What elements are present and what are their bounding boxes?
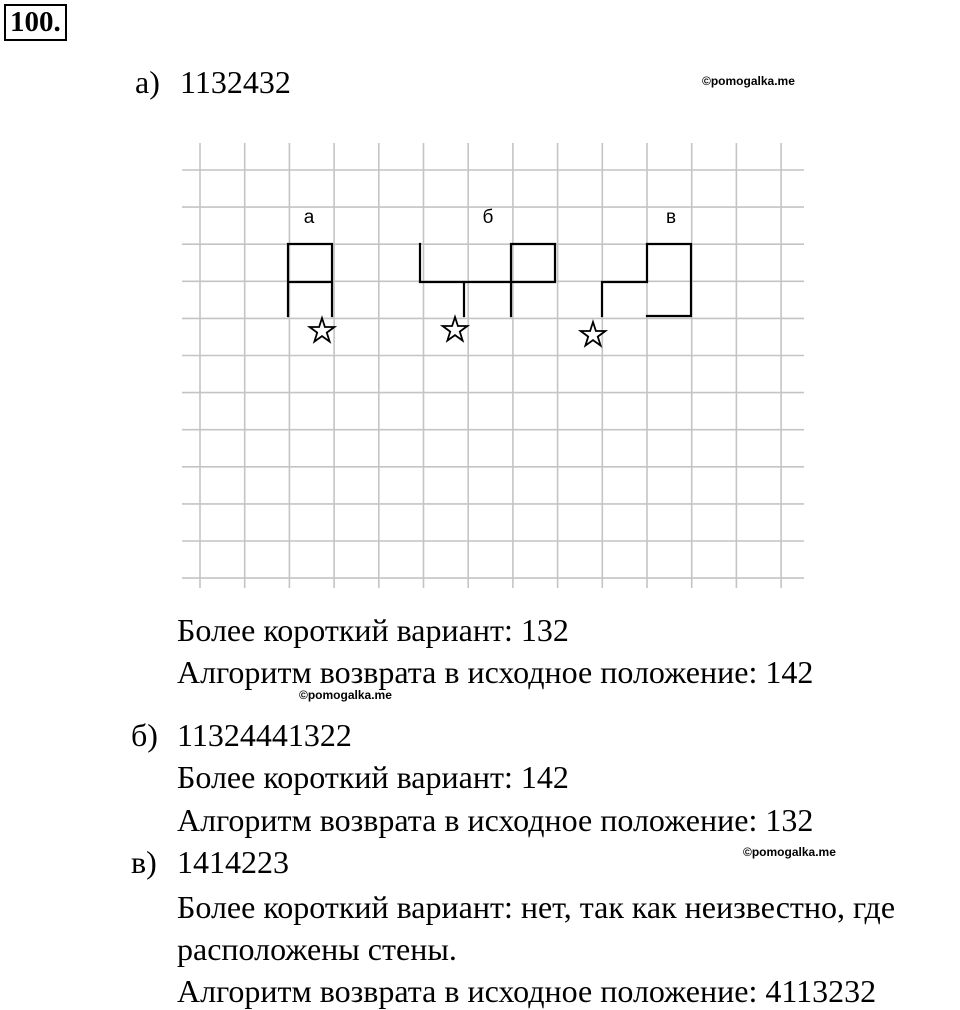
part-a-return-value: 142 <box>765 654 814 690</box>
robot-paths-figure <box>182 143 804 588</box>
part-b-return <box>177 804 813 836</box>
part-c-return <box>177 975 876 1007</box>
part-b-sequence: 11324441322 <box>177 717 352 753</box>
watermark-1: ©pomogalka.me <box>702 74 795 88</box>
part-c-short <box>177 891 895 923</box>
part-a-return <box>177 656 813 688</box>
part-c-sequence: 1414223 <box>177 844 289 880</box>
part-c-return-label: Алгоритм возврата в исходное положение: <box>177 973 758 1009</box>
part-a-short-value: 132 <box>520 612 569 648</box>
figure-label-c: в <box>665 207 677 228</box>
part-a-sequence: 1132432 <box>180 64 291 100</box>
part-c-short-label: Более короткий вариант: <box>177 889 513 925</box>
task-number: 100. <box>4 4 67 41</box>
part-c-short-value: нет, так как неизвестно, где <box>520 889 896 925</box>
watermark-2: ©pomogalka.me <box>299 688 392 702</box>
part-b-short-label: Более короткий вариант: <box>177 759 513 795</box>
part-a-label: а) <box>135 64 160 100</box>
part-a-short <box>177 614 569 646</box>
part-c-return-value: 4113232 <box>765 973 877 1009</box>
part-a-return-label: Алгоритм возврата в исходное положение: <box>177 654 758 690</box>
path-a <box>288 244 332 316</box>
part-b-short-value: 142 <box>520 759 569 795</box>
part-b-return-label: Алгоритм возврата в исходное положение: <box>177 802 758 838</box>
watermark-3: ©pomogalka.me <box>743 845 836 859</box>
part-c-label: в) <box>131 844 157 880</box>
part-b-short <box>177 761 569 793</box>
part-a-short-label: Более короткий вариант: <box>177 612 513 648</box>
star-icon <box>443 317 468 341</box>
figure-label-b: б <box>482 207 494 228</box>
star-icon <box>310 318 335 342</box>
part-b-label: б) <box>131 717 158 753</box>
part-c-short-cont: расположены стены. <box>177 931 457 967</box>
part-b-return-value: 132 <box>765 802 814 838</box>
path-b <box>420 244 555 316</box>
figure-label-a: а <box>303 207 315 228</box>
